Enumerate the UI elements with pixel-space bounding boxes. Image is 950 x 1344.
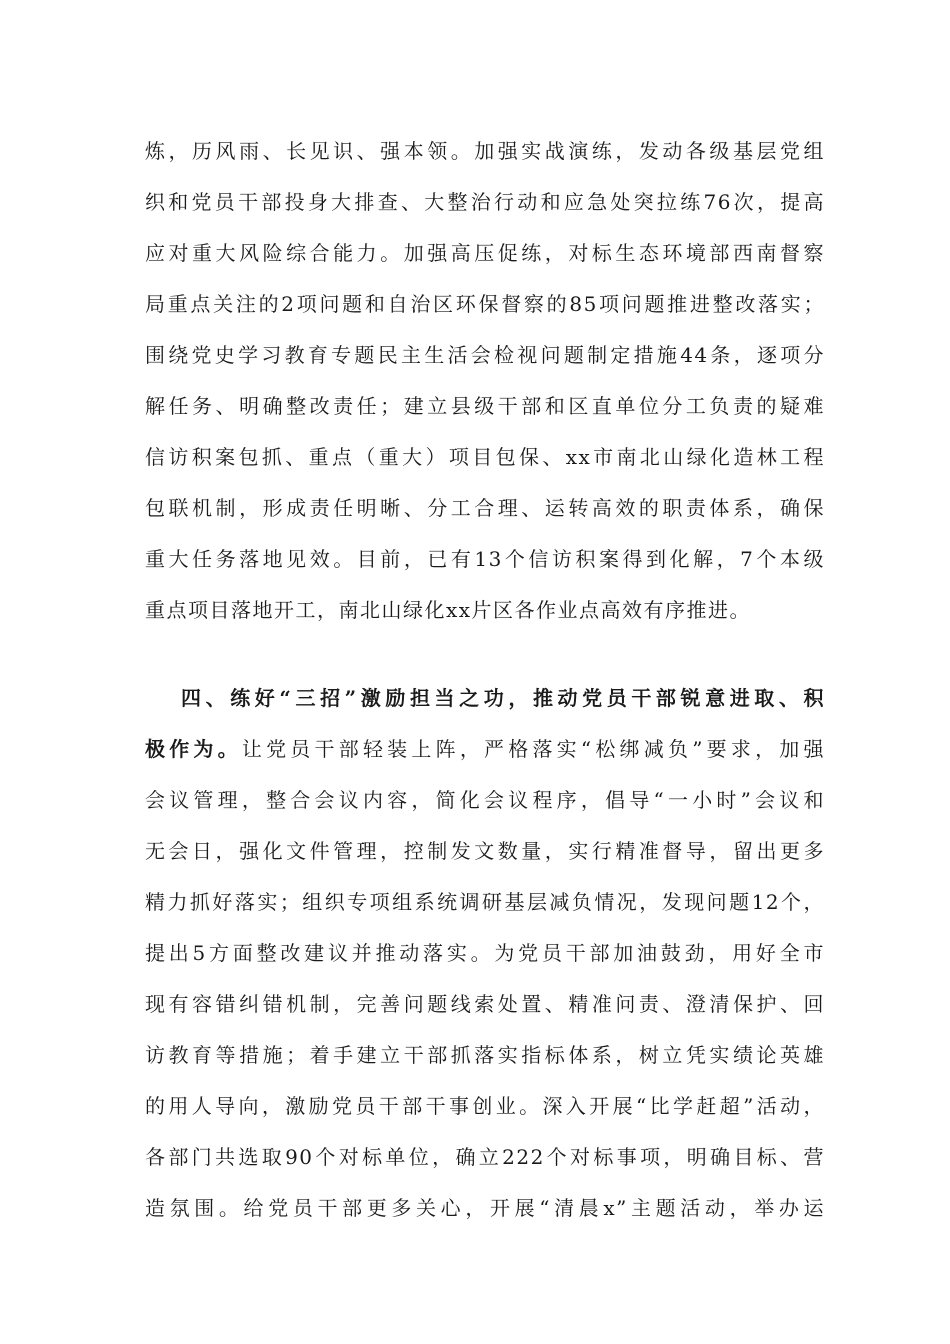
paragraph-line: 应对重大风险综合能力。加强高压促练，对标生态环境部西南督察 bbox=[145, 241, 825, 265]
paragraph-line: 解任务、明确整改责任；建立县级干部和区直单位分工负责的疑难 bbox=[145, 394, 825, 418]
paragraph-line bbox=[145, 724, 825, 775]
paragraph-line: 围绕党史学习教育专题民主生活会检视问题制定措施44条，逐项分 bbox=[145, 343, 825, 367]
paragraph-line: 包联机制，形成责任明晰、分工合理、运转高效的职责体系，确保 bbox=[145, 496, 825, 520]
paragraph-line: 织和党员干部投身大排查、大整治行动和应急处突拉练76次，提高 bbox=[145, 190, 825, 214]
paragraph-line: 重点项目落地开工，南北山绿化xx片区各作业点高效有序推进。 bbox=[145, 598, 752, 622]
section-heading: 四、练好“三招”激励担当之功，推动党员干部锐意进取、积 bbox=[181, 686, 825, 710]
paragraph-line: 局重点关注的2项问题和自治区环保督察的85项问题推进整改落实； bbox=[145, 292, 825, 316]
paragraph-line: 的用人导向，激励党员干部干事创业。深入开展“比学赶超”活动， bbox=[145, 1094, 825, 1118]
paragraph-line: 无会日，强化文件管理，控制发文数量，实行精准督导，留出更多 bbox=[145, 839, 825, 863]
paragraph-line: 提出5方面整改建议并推动落实。为党员干部加油鼓劲，用好全市 bbox=[145, 941, 825, 965]
paragraph-line: 现有容错纠错机制，完善问题线索处置、精准问责、澄清保护、回 bbox=[145, 992, 825, 1016]
paragraph-two bbox=[145, 673, 825, 1234]
paragraph-one bbox=[145, 126, 825, 636]
paragraph-line: 信访积案包抓、重点（重大）项目包保、xx市南北山绿化造林工程 bbox=[145, 445, 825, 469]
paragraph-line: 精力抓好落实；组织专项组系统调研基层减负情况，发现问题12个， bbox=[145, 890, 825, 914]
paragraph-line: 各部门共选取90个对标单位，确立222个对标事项，明确目标、营 bbox=[145, 1145, 825, 1169]
paragraph-line: 会议管理，整合会议内容，简化会议程序，倡导“一小时”会议和 bbox=[145, 788, 825, 812]
paragraph-line: 重大任务落地见效。目前，已有13个信访积案得到化解，7个本级 bbox=[145, 547, 825, 571]
paragraph-line: 访教育等措施；着手建立干部抓落实指标体系，树立凭实绩论英雄 bbox=[145, 1043, 825, 1067]
section-heading-end: 极作为。 bbox=[145, 737, 242, 761]
paragraph-line: 造氛围。给党员干部更多关心，开展“清晨x”主题活动，举办运 bbox=[145, 1196, 825, 1220]
paragraph-line: 炼，历风雨、长见识、强本领。加强实战演练，发动各级基层党组 bbox=[145, 139, 825, 163]
paragraph-text: 让党员干部轻装上阵，严格落实“松绑减负”要求，加强 bbox=[241, 737, 826, 761]
